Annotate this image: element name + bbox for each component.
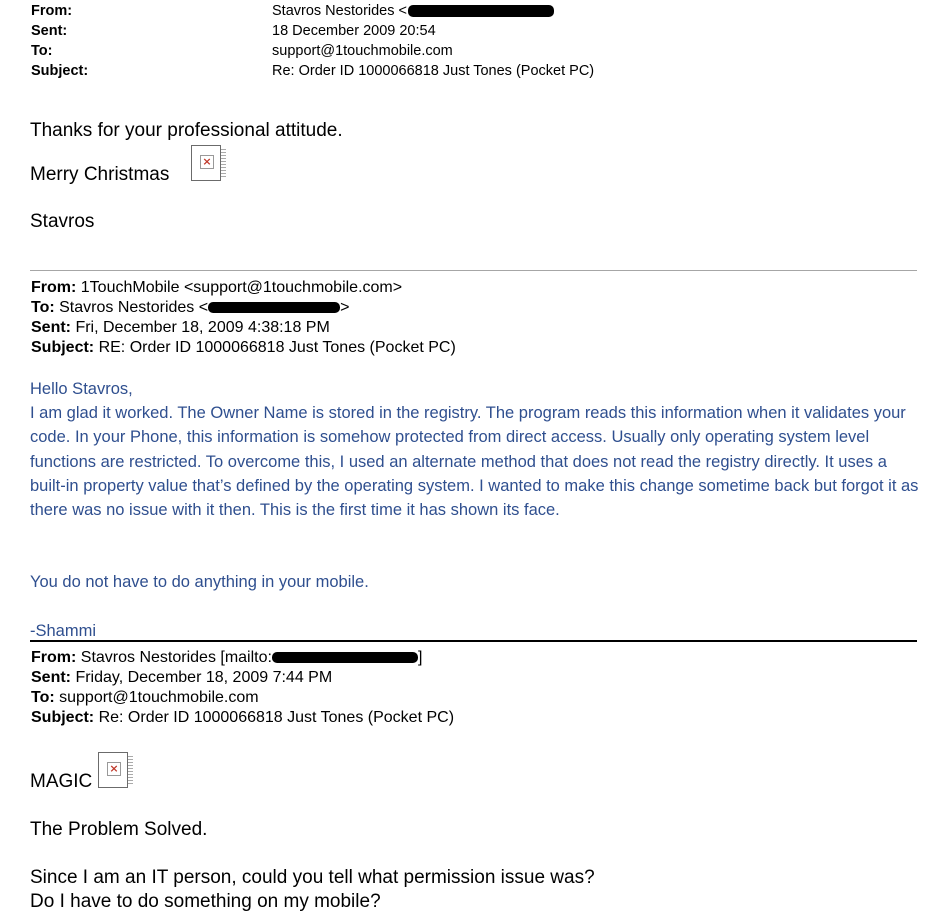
quoted1-greeting: Hello Stavros,	[30, 380, 133, 398]
subject-label: Subject:	[31, 63, 89, 79]
image-edge-dots	[221, 149, 226, 177]
reply-thanks: Thanks for your professional attitude.	[30, 120, 343, 141]
subject-value: Re: Order ID 1000066818 Just Tones (Pocket PC)	[272, 63, 595, 79]
quoted2-subject-row	[31, 708, 454, 728]
quoted2-from-tail: ]	[417, 649, 423, 666]
quoted1-to-tail: >	[340, 299, 350, 316]
quoted1-from-label: From:	[31, 279, 77, 296]
quoted1-to-value: Stavros Nestorides <	[54, 299, 209, 316]
to-value: support@1touchmobile.com	[272, 43, 453, 59]
quoted2-magic: MAGIC	[30, 771, 93, 792]
quoted2-to-value: support@1touchmobile.com	[54, 689, 259, 706]
from-value	[272, 1, 554, 21]
from-label: From:	[31, 3, 73, 19]
quoted1-from-row	[31, 278, 456, 298]
sent-value: 18 December 2009 20:54	[272, 23, 436, 39]
sent-label: Sent:	[31, 23, 68, 39]
image-x-icon: ×	[200, 155, 214, 169]
redacted-email	[408, 5, 554, 17]
quoted2-solved: The Problem Solved.	[30, 819, 208, 840]
quoted2-sent-label: Sent:	[31, 669, 71, 686]
reply-merry-christmas: Merry Christmas	[30, 164, 170, 185]
image-x-icon: ×	[107, 762, 121, 776]
quoted1-from-value: 1TouchMobile <support@1touchmobile.com>	[76, 279, 403, 296]
reply-signature: Stavros	[30, 211, 95, 232]
quoted1-signature: -Shammi	[30, 622, 97, 640]
quoted1-to-label: To:	[31, 299, 55, 316]
quoted1-no-action: You do not have to do anything in your mobile.	[30, 573, 369, 591]
quoted1-to-row	[31, 298, 456, 318]
quoted2-to-row	[31, 688, 454, 708]
header-from-row	[31, 1, 594, 21]
quoted2-question1: Since I am an IT person, could you tell what permission issue was?	[30, 867, 595, 888]
quoted1-subject-value: RE: Order ID 1000066818 Just Tones (Pocket PC)	[94, 339, 456, 356]
quoted1-sent-value: Fri, December 18, 2009 4:38:18 PM	[71, 319, 330, 336]
quoted2-to-label: To:	[31, 689, 55, 706]
broken-image-icon	[98, 752, 128, 788]
quoted2-sent-value: Friday, December 18, 2009 7:44 PM	[71, 669, 333, 686]
header-sent-row	[31, 21, 594, 41]
header-to-row	[31, 41, 594, 61]
quoted1-subject-row	[31, 338, 456, 358]
email-header	[31, 1, 594, 81]
divider-black	[30, 640, 917, 642]
quoted2-subject-label: Subject:	[31, 709, 95, 726]
header-subject-row	[31, 61, 594, 81]
quoted2-question2: Do I have to do something on my mobile?	[30, 891, 381, 912]
divider-grey	[30, 270, 917, 271]
quoted1-sent-label: Sent:	[31, 319, 71, 336]
quoted2-from-value: Stavros Nestorides [mailto:	[76, 649, 272, 666]
redacted-email	[208, 302, 340, 313]
quoted2-sent-row	[31, 668, 454, 688]
from-name: Stavros Nestorides <	[272, 3, 407, 19]
quoted2-subject-value: Re: Order ID 1000066818 Just Tones (Pocket PC)	[94, 709, 455, 726]
quoted1-header	[31, 278, 456, 358]
broken-image-icon	[191, 145, 221, 181]
quoted2-from-row	[31, 648, 454, 668]
image-edge-dots	[128, 756, 133, 784]
quoted2-header	[31, 648, 454, 728]
to-label: To:	[31, 43, 53, 59]
quoted2-from-label: From:	[31, 649, 77, 666]
quoted1-subject-label: Subject:	[31, 339, 95, 356]
quoted1-body: I am glad it worked. The Owner Name is stored in the registry. The program reads this information when it validates your code. In your Phone, this information is somehow protected from direct access. Usually only operating system level functions are restricted. To overcome this, I used an alternate method that does not read the registry directly. It uses a built-in property value that’s defined by the operating system. I wanted to make this change sometime back but forgot it as there was no issue with it then. This is the first time it has shown its face.	[30, 404, 919, 520]
quoted1-sent-row	[31, 318, 456, 338]
redacted-email	[272, 652, 418, 663]
